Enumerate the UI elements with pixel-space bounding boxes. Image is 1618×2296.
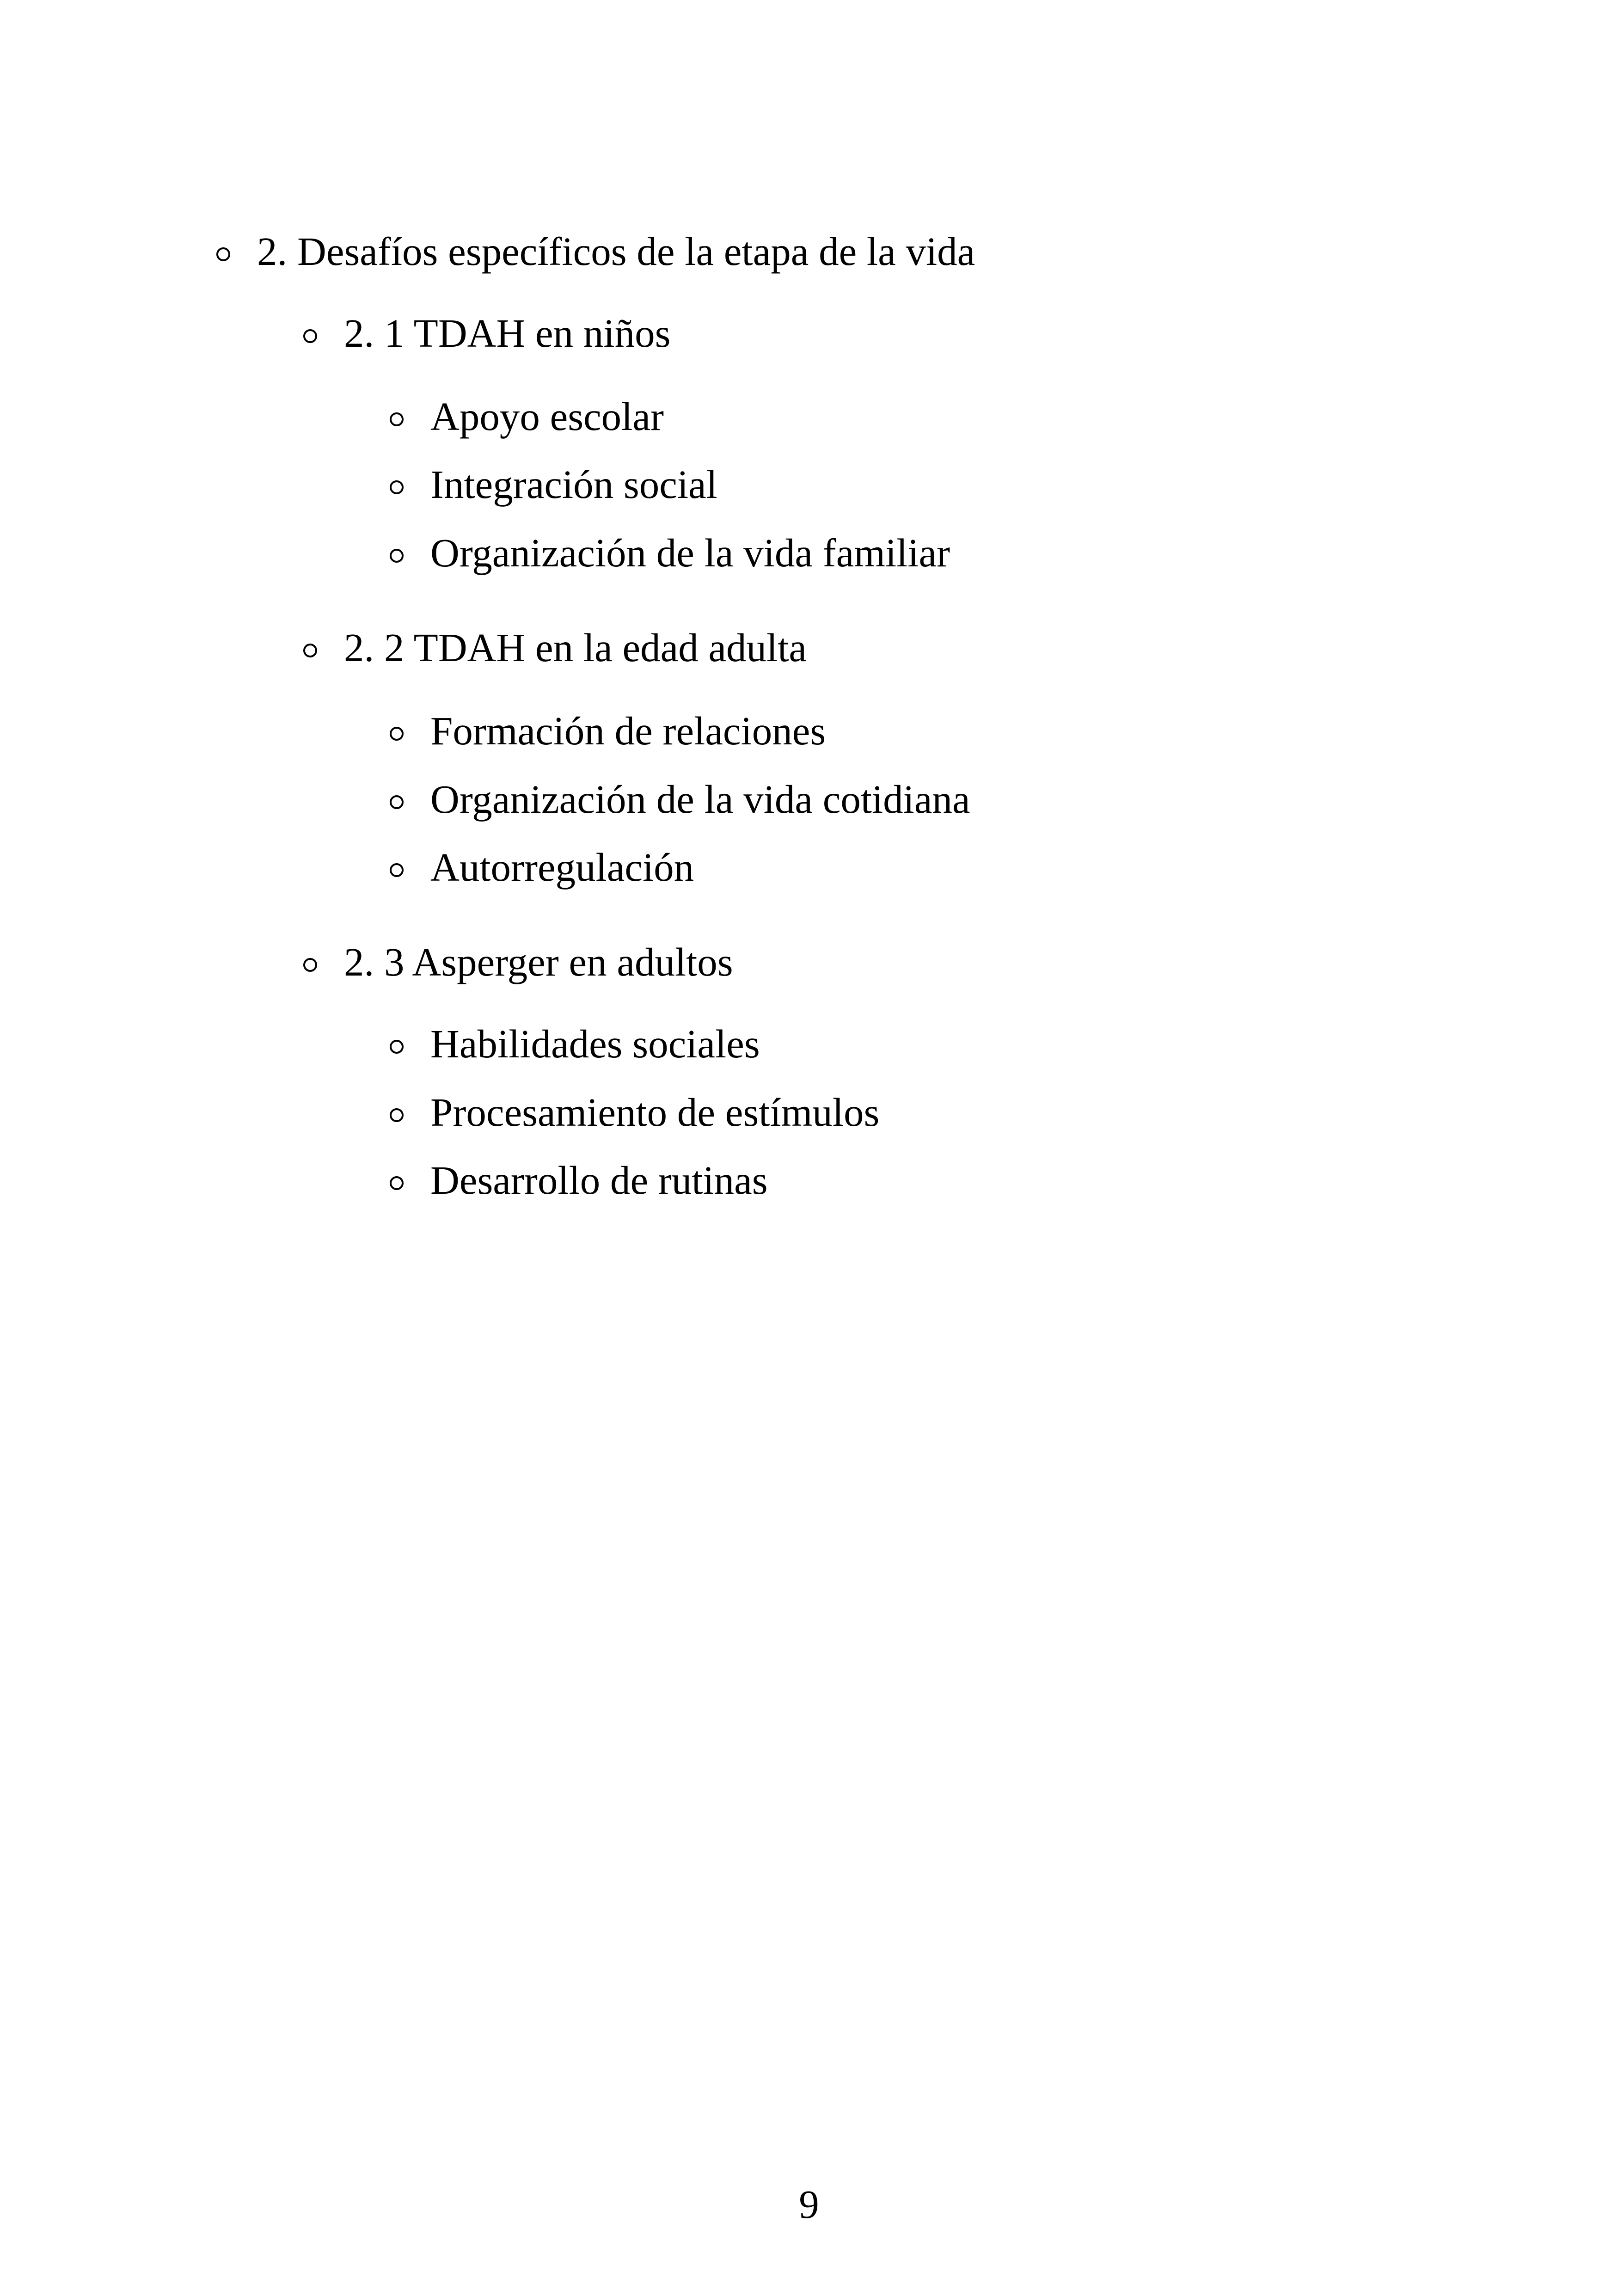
list-item-text: Integración social: [430, 462, 717, 507]
page-number: 9: [799, 2182, 819, 2227]
hollow-circle-bullet-icon: [390, 549, 404, 563]
hollow-circle-bullet-icon: [303, 958, 317, 972]
list-item: [390, 394, 664, 439]
hollow-circle-bullet-icon: [390, 795, 404, 809]
hollow-circle-bullet-icon: [390, 1108, 404, 1122]
hollow-circle-bullet-icon: [390, 863, 404, 877]
list-item: [390, 462, 717, 507]
hollow-circle-bullet-icon: [303, 329, 317, 343]
list-item-text: Organización de la vida familiar: [430, 530, 950, 575]
hollow-circle-bullet-icon: [390, 1176, 404, 1190]
hollow-circle-bullet-icon: [390, 412, 404, 426]
outline-heading: [216, 229, 975, 274]
list-item-text: Organización de la vida cotidiana: [430, 777, 970, 822]
hollow-circle-bullet-icon: [390, 480, 404, 494]
hollow-circle-bullet-icon: [303, 644, 317, 657]
list-item-text: Habilidades sociales: [430, 1021, 760, 1066]
section-title: [303, 311, 671, 356]
list-item: [390, 777, 970, 822]
outline-heading-text: 2. Desafíos específicos de la etapa de la vida: [257, 229, 975, 274]
list-item: [390, 845, 694, 890]
hollow-circle-bullet-icon: [216, 247, 230, 261]
section-title-text: 2. 3 Asperger en adultos: [344, 939, 733, 984]
section-title: [303, 627, 807, 668]
list-item: [390, 1090, 880, 1135]
list-item: [390, 708, 826, 753]
section-title-text: 2. 2 TDAH en la edad adulta: [344, 625, 807, 670]
list-item: [390, 1021, 760, 1066]
section-title-text: 2. 1 TDAH en niños: [344, 311, 671, 356]
list-item-text: Formación de relaciones: [430, 708, 826, 753]
hollow-circle-bullet-icon: [390, 727, 404, 741]
hollow-circle-bullet-icon: [390, 1040, 404, 1054]
list-item-text: Autorregulación: [430, 845, 694, 890]
section-title: [303, 939, 733, 984]
list-item-text: Apoyo escolar: [430, 394, 664, 439]
list-item-text: Desarrollo de rutinas: [430, 1158, 768, 1203]
list-item: [390, 1158, 768, 1203]
list-item-text: Procesamiento de estímulos: [430, 1090, 880, 1135]
list-item: [390, 530, 950, 575]
